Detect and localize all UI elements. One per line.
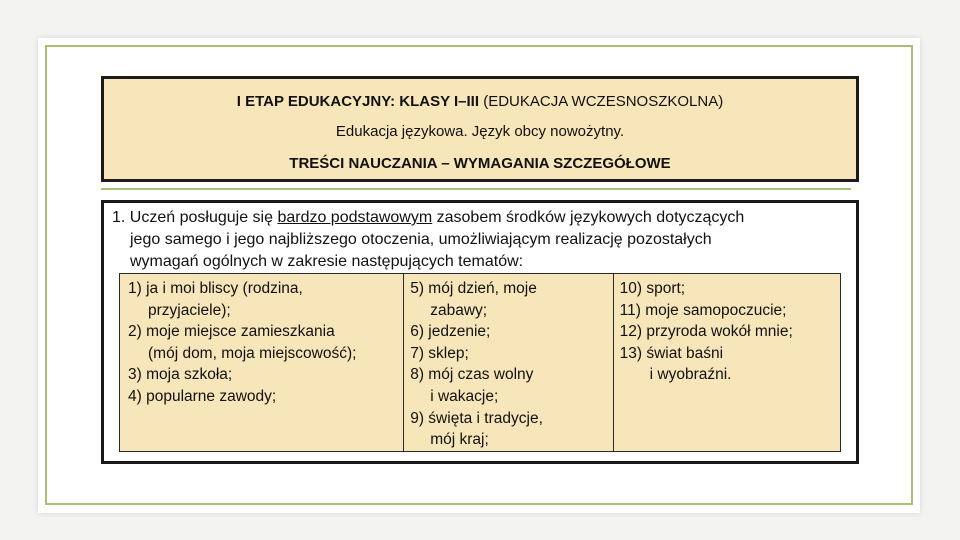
intro-line-2: jego samego i jego najbliższego otoczenia, umożliwiającym realizację pozostałych bbox=[130, 231, 712, 248]
header-section-title: TREŚCI NAUCZANIA – WYMAGANIA SZCZEGÓŁOWE bbox=[289, 155, 671, 172]
topic-line: 12) przyroda wokół mnie; bbox=[619, 323, 793, 341]
topic-line: przyjaciele); bbox=[148, 301, 231, 319]
topic-line: 4) popularne zawody; bbox=[128, 387, 277, 405]
topic-line: 5) mój dzień, moje bbox=[410, 280, 537, 297]
topic-line: 8) mój czas wolny bbox=[410, 366, 534, 384]
topic-line: (mój dom, moja miejscowość); bbox=[148, 344, 357, 362]
intro-line-3: wymagań ogólnych w zakresie następujących tematów: bbox=[130, 253, 524, 270]
header-title-bold: I ETAP EDUKACYJNY: KLASY I–III bbox=[236, 93, 480, 110]
topic-line: zabawy; bbox=[430, 301, 488, 319]
topic-line: 6) jedzenie; bbox=[410, 323, 491, 341]
topics-column-3 bbox=[614, 274, 840, 451]
header-subtitle: Edukacja językowa. Język obcy nowożytny. bbox=[335, 123, 625, 140]
topics-column-1 bbox=[120, 274, 404, 451]
topic-line: 1) ja i moi bliscy (rodzina, bbox=[128, 280, 303, 297]
intro-underlined-phrase: bardzo podstawowym bbox=[277, 209, 433, 226]
topics-table bbox=[119, 273, 841, 452]
intro-line-1-pre: 1. Uczeń posługuje się bbox=[112, 209, 278, 226]
intro-line-1 bbox=[112, 207, 848, 229]
intro-paragraph bbox=[112, 207, 848, 273]
topics-column-2 bbox=[404, 274, 613, 451]
topic-line: 9) święta i tradycje, bbox=[410, 409, 543, 427]
header-box bbox=[101, 76, 859, 182]
topic-line: 13) świat baśni bbox=[619, 344, 724, 362]
divider-line bbox=[101, 188, 851, 190]
topic-line: 3) moja szkoła; bbox=[128, 366, 233, 384]
topic-line: i wyobraźni. bbox=[649, 366, 732, 384]
topic-line: 10) sport; bbox=[619, 280, 686, 297]
header-title-rest: (EDUKACJA WCZESNOSZKOLNA) bbox=[479, 93, 724, 110]
topic-line: 2) moje miejsce zamieszkania bbox=[128, 323, 335, 341]
intro-line-1-post: zasobem środków językowych dotyczących bbox=[432, 209, 745, 226]
topic-line: i wakacje; bbox=[430, 387, 499, 405]
header-title bbox=[104, 93, 856, 110]
topic-line: 11) moje samopoczucie; bbox=[619, 301, 787, 319]
topic-line: mój kraj; bbox=[430, 431, 489, 449]
topic-line: 7) sklep; bbox=[410, 344, 469, 362]
